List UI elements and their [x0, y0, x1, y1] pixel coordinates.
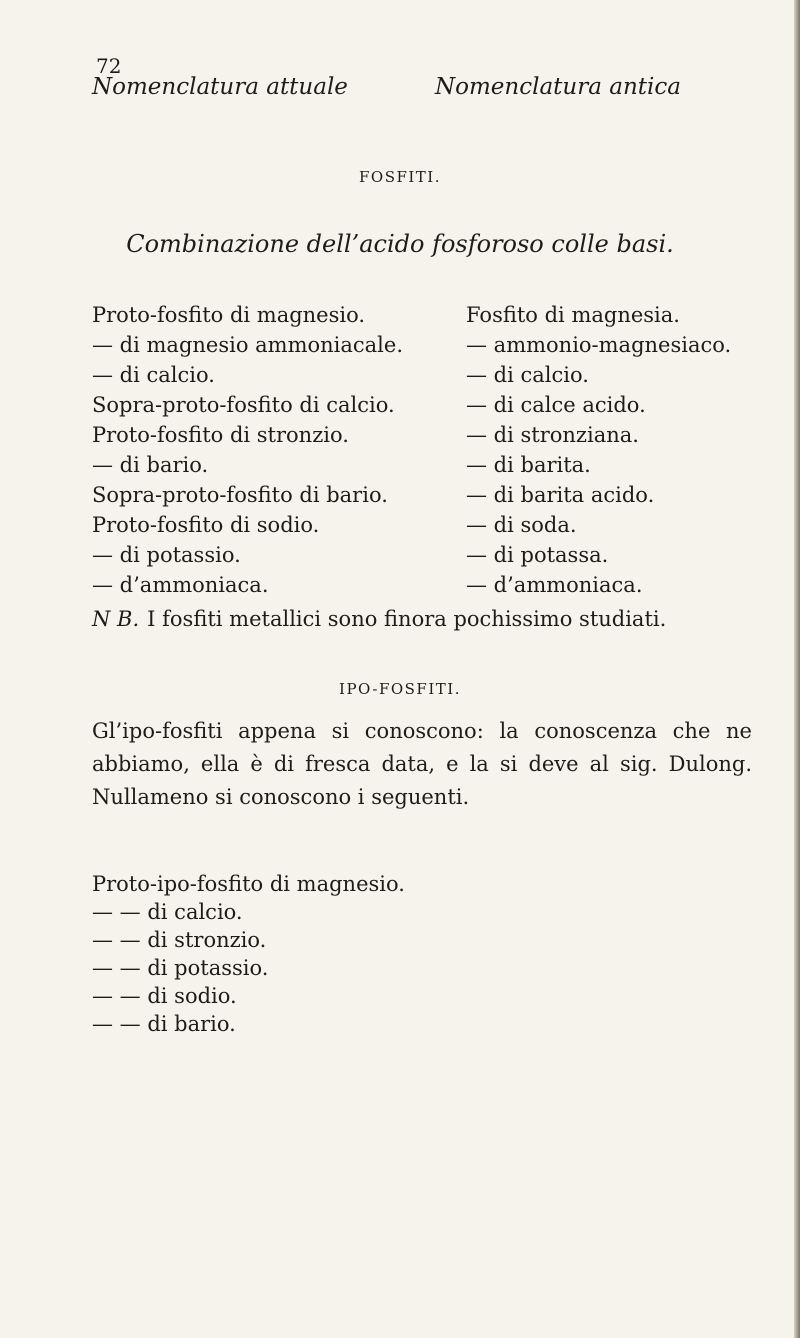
current-names-column [92, 300, 403, 600]
old-names-column [466, 300, 731, 600]
section-title-ipofosfiti: IPO-FOSFITI. [339, 680, 461, 698]
list-item: — di soda. [466, 513, 577, 537]
list-item: Fosfito di magnesia. [466, 303, 680, 327]
list-item: — di calcio. [466, 363, 589, 387]
column-header-old: Nomenclatura antica [435, 74, 681, 100]
list-item: — di calce acido. [466, 393, 646, 417]
list-item: Proto-ipo-fosfito di magnesio. [92, 872, 405, 896]
nota-bene-text: I fosfiti metallici sono finora pochissimo studiati. [147, 607, 667, 631]
nota-bene-label: N B. [92, 607, 140, 631]
body-paragraph: Gl’ipo-fosfiti appena si conoscono: la conoscenza che ne abbiamo, ella è di fresca data, e la si deve al sig. Dulong. Nullameno si conoscono i seguenti. [92, 719, 752, 809]
list-item: — ammonio-magnesiaco. [466, 333, 732, 357]
list-item: — — di bario. [92, 1012, 236, 1036]
list-item: — di magnesio ammoniacale. [92, 333, 404, 357]
list-item: — d’ammoniaca. [466, 573, 643, 597]
list-item: — — di calcio. [92, 900, 243, 924]
list-item: — di calcio. [92, 363, 215, 387]
list-item: Sopra-proto-fosfito di calcio. [92, 393, 395, 417]
ipofosfiti-list [92, 870, 405, 1038]
list-item: — di potassa. [466, 543, 609, 567]
list-item: Proto-fosfito di sodio. [92, 513, 320, 537]
section-subtitle: Combinazione dell’acido fosforoso colle basi. [126, 230, 674, 258]
list-item: Sopra-proto-fosfito di bario. [92, 483, 388, 507]
list-item: — d’ammoniaca. [92, 573, 269, 597]
list-item: — — di potassio. [92, 956, 269, 980]
list-item: — — di stronzio. [92, 928, 267, 952]
list-item: — di potassio. [92, 543, 241, 567]
list-item: Proto-fosfito di stronzio. [92, 423, 349, 447]
list-item: — — di sodio. [92, 984, 237, 1008]
nota-bene [92, 604, 666, 634]
list-item: — di stronziana. [466, 423, 639, 447]
page-edge-shadow [794, 0, 800, 1338]
list-item: — di barita acido. [466, 483, 655, 507]
list-item: — di bario. [92, 453, 209, 477]
column-header-current: Nomenclatura attuale [92, 74, 348, 100]
list-item: Proto-fosfito di magnesio. [92, 303, 366, 327]
section-title-fosfiti: FOSFITI. [358, 168, 441, 186]
list-item: — di barita. [466, 453, 591, 477]
page-number: 72 [96, 54, 122, 78]
